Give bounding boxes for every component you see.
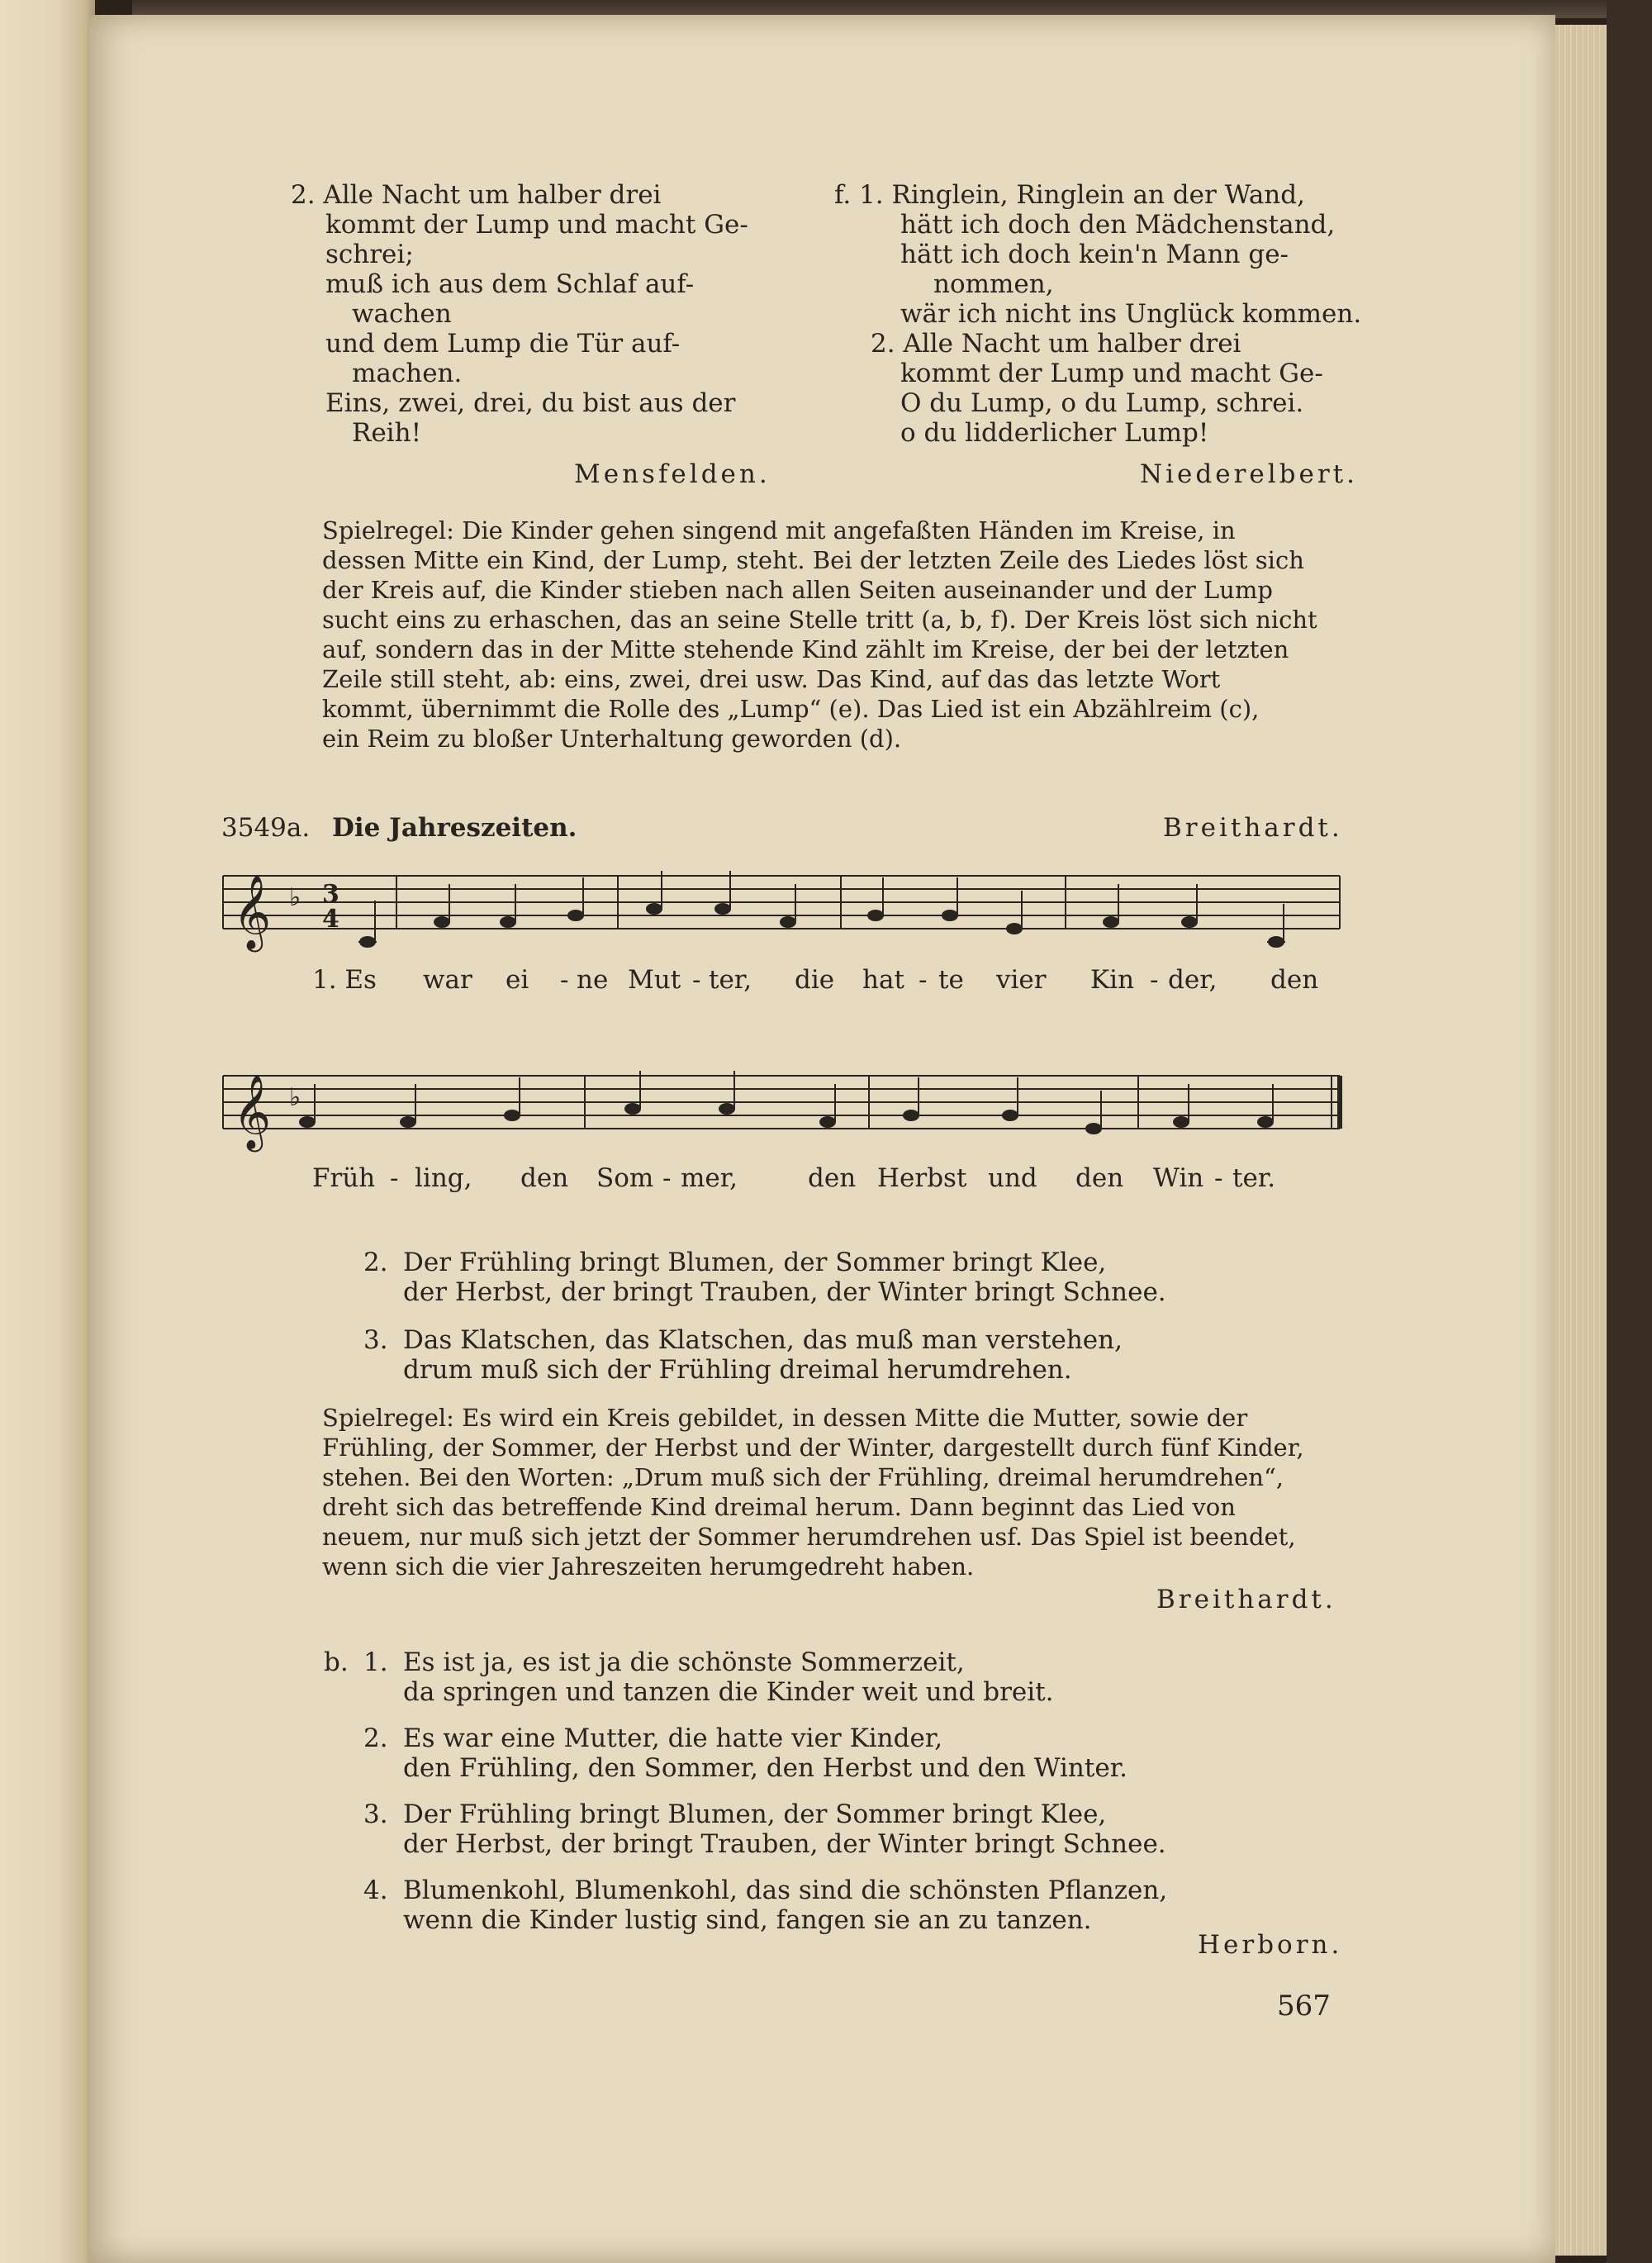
right-source: Niederelbert.	[1140, 459, 1358, 489]
paragraph-line: Zeile still steht, ab: eins, zwei, drei usw. Das Kind, auf das das letzte Wort	[322, 665, 1221, 693]
lyric-syllable: ne	[577, 965, 609, 995]
verse-line: schrei;	[325, 240, 414, 269]
paragraph-line: ein Reim zu bloßer Unterhaltung geworden (d).	[322, 725, 902, 753]
paragraph-line: dessen Mitte ein Kind, der Lump, steht. Bei der letzten Zeile des Liedes löst sich	[322, 546, 1304, 574]
verse-line: machen.	[352, 359, 463, 388]
verse-number: 3.	[363, 1799, 388, 1829]
paragraph-line: stehen. Bei den Worten: „Drum muß sich der Frühling, dreimal herumdrehen“,	[322, 1463, 1284, 1491]
note	[647, 904, 662, 914]
verse-line: Der Frühling bringt Blumen, der Sommer bringt Klee,	[403, 1248, 1107, 1277]
paragraph-line: der Kreis auf, die Kinder stieben nach allen Seiten auseinander und der Lump	[322, 576, 1273, 604]
treble-clef-icon: 𝄞	[233, 875, 272, 949]
page-stack-edges	[1555, 25, 1607, 2256]
note	[1258, 1117, 1273, 1127]
lyric-syllable: war	[423, 965, 472, 995]
verse-line: muß ich aus dem Schlaf auf-	[325, 269, 695, 299]
note	[1104, 917, 1118, 927]
lyric-syllable: hat	[862, 965, 904, 995]
verse-3	[403, 1325, 1123, 1385]
verse-line: den Frühling, den Sommer, den Herbst und den Winter.	[403, 1753, 1127, 1783]
book-cover-right	[1607, 0, 1652, 2263]
note	[1003, 1110, 1018, 1120]
verse-2	[403, 1248, 1166, 1307]
paragraph-line: wenn sich die vier Jahreszeiten herumgedreht haben.	[322, 1552, 975, 1581]
note	[1007, 924, 1022, 934]
verse-line: wenn die Kinder lustig sind, fangen sie an zu tanzen.	[403, 1905, 1092, 1935]
left-source: Mensfelden.	[574, 459, 771, 489]
lyric-syllable: ei	[506, 965, 529, 995]
rules2-source: Breithardt.	[1156, 1585, 1336, 1614]
paragraph-line: Frühling, der Sommer, der Herbst und der Winter, dargestellt durch fünf Kinder,	[322, 1433, 1304, 1462]
verse-line: o du lidderlicher Lump!	[900, 418, 1209, 448]
song-title: Die Jahreszeiten.	[332, 813, 577, 843]
verse-line: hätt ich doch kein'n Mann ge-	[900, 240, 1289, 269]
verse-line: Es ist ja, es ist ja die schönste Sommerzeit,	[403, 1647, 965, 1677]
note	[501, 917, 515, 927]
lyric-syllable: mer,	[681, 1163, 738, 1193]
paragraph-line: neuem, nur muß sich jetzt der Sommer herumdrehen usf. Das Spiel ist beendet,	[322, 1523, 1296, 1551]
music-staff-2	[215, 1059, 1346, 1167]
lyric-syllable: die	[795, 965, 835, 995]
lyric-syllable: Win	[1153, 1163, 1204, 1193]
lyric-syllable: ter.	[1232, 1163, 1276, 1193]
verse-line: und dem Lump die Tür auf-	[325, 329, 681, 359]
lyric-syllable: Kin	[1090, 965, 1135, 995]
book-left-edge	[0, 0, 95, 2263]
lyric-syllable: te	[938, 965, 964, 995]
song-source: Breithardt.	[1163, 813, 1343, 843]
verse-line: hätt ich doch den Mädchenstand,	[900, 210, 1336, 240]
verse-line: Das Klatschen, das Klatschen, das muß man verstehen,	[403, 1325, 1123, 1355]
note	[401, 1117, 415, 1127]
note	[719, 1104, 734, 1114]
verse-line: drum muß sich der Frühling dreimal herumdrehen.	[403, 1355, 1072, 1385]
note	[505, 1110, 520, 1120]
lyric-syllable: -	[1214, 1163, 1223, 1193]
rules-paragraph-2	[322, 1403, 1304, 1581]
verse-line: O du Lump, o du Lump, schrei.	[900, 388, 1304, 418]
flat-sign-icon: ♭	[289, 1083, 301, 1112]
note	[625, 1104, 640, 1114]
lyric-syllable: und	[988, 1163, 1037, 1193]
note	[1086, 1124, 1101, 1134]
music-staff-1	[215, 859, 1346, 967]
rules-paragraph-1	[322, 516, 1317, 754]
time-signature-top: 3	[322, 880, 339, 909]
time-signature-bottom: 4	[322, 905, 339, 934]
verse-line: der Herbst, der bringt Trauben, der Winter bringt Schnee.	[403, 1829, 1166, 1859]
lyric-syllable: 1. Es	[312, 965, 377, 995]
verse-line: Es war eine Mutter, die hatte vier Kinder,	[403, 1723, 943, 1753]
paragraph-line: kommt, übernimmt die Rolle des „Lump“ (e). Das Lied ist ein Abzählreim (c),	[322, 695, 1260, 723]
lyric-syllable: -	[390, 1163, 399, 1193]
lyric-syllable: Früh	[312, 1163, 376, 1193]
lyric-syllable: den	[520, 1163, 569, 1193]
lyric-syllable: ling,	[415, 1163, 472, 1193]
note	[715, 904, 730, 914]
treble-clef-icon: 𝄞	[233, 1075, 272, 1149]
note	[434, 917, 449, 927]
note	[942, 910, 957, 920]
right-verse	[834, 180, 1361, 448]
lyric-syllable: -	[662, 1163, 672, 1193]
b-verse-1	[403, 1647, 1054, 1707]
verse-line: 2. Alle Nacht um halber drei	[291, 180, 662, 210]
lyric-syllable: der,	[1168, 965, 1218, 995]
verse-number: 3.	[363, 1325, 388, 1355]
verse-line: Reih!	[352, 418, 422, 448]
verse-line: Der Frühling bringt Blumen, der Sommer bringt Klee,	[403, 1799, 1107, 1829]
verse-line: da springen und tanzen die Kinder weit und breit.	[403, 1677, 1054, 1707]
paragraph-line: auf, sondern das in der Mitte stehende Kind zählt im Kreise, der bei der letzten	[322, 635, 1289, 663]
note	[1174, 1117, 1189, 1127]
section-label: b.	[324, 1647, 349, 1677]
verse-line: der Herbst, der bringt Trauben, der Winter bringt Schnee.	[403, 1277, 1166, 1307]
verse-line: 2. Alle Nacht um halber drei	[871, 329, 1241, 359]
note	[868, 910, 883, 920]
lyric-syllable: den	[1270, 965, 1319, 995]
verse-number: 4.	[363, 1876, 388, 1905]
flat-sign-icon: ♭	[289, 883, 301, 912]
notes-group-1	[358, 871, 1285, 947]
verse-number: 2.	[363, 1723, 388, 1753]
lyric-syllable: ter,	[709, 965, 752, 995]
lyric-syllable: -	[560, 965, 569, 995]
lyric-syllable: -	[919, 965, 928, 995]
note	[568, 910, 583, 920]
page-number: 567	[1277, 1990, 1331, 2023]
lyric-syllable: -	[692, 965, 701, 995]
note	[300, 1117, 315, 1127]
lyric-syllable: den	[808, 1163, 857, 1193]
note	[1182, 917, 1197, 927]
paragraph-line: dreht sich das betreffende Kind dreimal herum. Dann beginnt das Lied von	[322, 1493, 1236, 1521]
note	[820, 1117, 835, 1127]
lyric-syllable: Som	[596, 1163, 654, 1193]
verse-line: wär ich nicht ins Unglück kommen.	[900, 299, 1362, 329]
left-verse	[291, 180, 748, 448]
verse-line: kommt der Lump und macht Ge-	[325, 210, 748, 240]
b-verse-4	[403, 1876, 1167, 1935]
lyric-syllable: Herbst	[877, 1163, 967, 1193]
verse-line: nommen,	[933, 269, 1054, 299]
verse-line: kommt der Lump und macht Ge-	[900, 359, 1323, 388]
b-verse-2	[403, 1723, 1127, 1783]
song-number: 3549a.	[221, 813, 311, 843]
verse-number: 1.	[363, 1647, 388, 1677]
lyric-syllable: Mut	[628, 965, 681, 995]
b-verse-3	[403, 1799, 1166, 1859]
verse-line: f. 1. Ringlein, Ringlein an der Wand,	[834, 180, 1305, 210]
note	[904, 1110, 919, 1120]
verse-line: Eins, zwei, drei, du bist aus der	[325, 388, 736, 418]
note	[781, 917, 795, 927]
lyric-syllable: -	[1150, 965, 1159, 995]
verse-line: wachen	[352, 299, 452, 329]
verse-number: 2.	[363, 1248, 388, 1277]
b-section-source: Herborn.	[1198, 1930, 1343, 1960]
paragraph-line: Spielregel: Die Kinder gehen singend mit angefaßten Händen im Kreise, in	[322, 516, 1236, 544]
lyric-syllable: vier	[996, 965, 1047, 995]
lyric-syllable: den	[1075, 1163, 1124, 1193]
verse-line: Blumenkohl, Blumenkohl, das sind die schönsten Pflanzen,	[403, 1876, 1168, 1905]
paragraph-line: Spielregel: Es wird ein Kreis gebildet, in dessen Mitte die Mutter, sowie der	[322, 1404, 1248, 1432]
paragraph-line: sucht eins zu erhaschen, das an seine Stelle tritt (a, b, f). Der Kreis löst sich nicht	[322, 606, 1317, 634]
